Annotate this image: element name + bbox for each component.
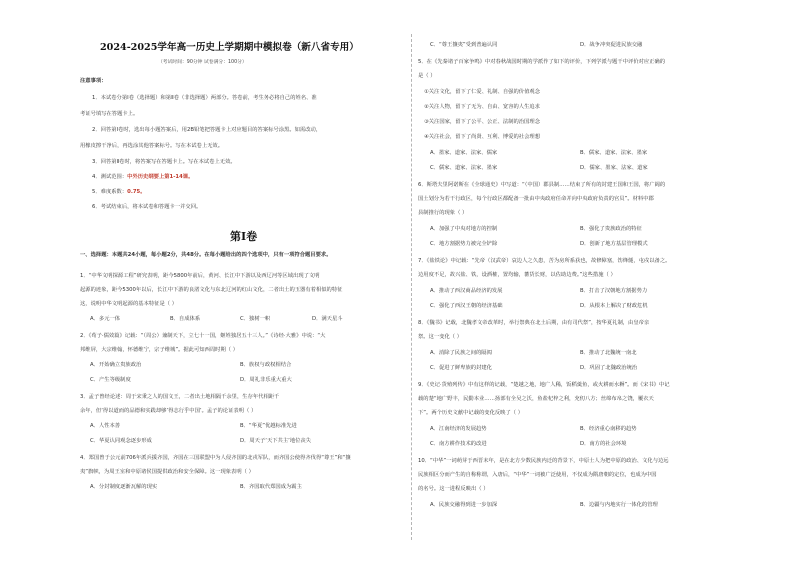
exam-subtitle: （考试时间：90分钟 试卷满分：100分）	[158, 60, 247, 65]
q8-option-c: C．促进了鲜卑族的封建化	[430, 365, 492, 371]
test-range: 中外历史纲要上第1-14课。	[127, 174, 194, 180]
q9-option-b: B．经济重心南移的趋势	[580, 426, 637, 432]
q8-option-b: B．推动了北魏统一南北	[580, 350, 637, 356]
q3-line1: 3．孟子曾经论述：周于宋秉之人的国文王，二者出土地相隔千余里，生存年代相距千	[80, 394, 280, 400]
section-intro: 一、选择题：本题共24小题，每小题2分，共48分。在每小题给出的四个选项中，只有一项符合题目要求。	[80, 252, 332, 258]
q8-line2: 祭。这一变化（ ）	[418, 334, 463, 340]
q10-line2: 民族相区分而产生的自称称谓，入唐后，“中华”一词被广泛使用，不仅成为隋唐朝的定位，也成为中国	[418, 472, 657, 478]
note-5	[92, 189, 146, 195]
q4-option-a: A．分封制度逐渐瓦解的现实	[90, 484, 158, 490]
q8-option-a: A．消除了民族之间的隔阂	[430, 350, 492, 356]
q3-option-b: B．“华夏”优越标准先进	[240, 423, 297, 429]
difficulty-value: 0.75。	[127, 189, 146, 195]
q4-line1: 4．郑国曾于公元前706年派兵援齐国，齐国在三国联盟中为人侵齐国的北戎军队，而齐国公使得齐伐得“尊王”和“攘	[80, 455, 351, 461]
note-1-cont: 考证号填写在答题卡上。	[80, 111, 139, 117]
q1-line3: 这，说明中华文明起源的基本特征是（ ）	[80, 301, 178, 307]
q6-line3: 县制推行的现象（ ）	[418, 210, 468, 216]
q9-option-c: C．南方耕作技术的改进	[430, 441, 487, 447]
note-2: 2．回答第Ⅰ卷时，选出每小题答案后，用2B铅笔把答题卡上对应题目的答案标号涂黑。如需改动，	[92, 127, 322, 133]
section-title: 第Ⅰ卷	[230, 230, 258, 243]
q6-line2: 国土划分为若干行政区，每个行政区都配备一批由中央政府任命并向中央政府负责的官员”。材料中郡	[418, 196, 654, 202]
q1-option-d: D．满天星斗	[312, 316, 343, 322]
q10-line1: 10．“中华”一词萌芽于西晋末年，是在北方少数民族内迁的背景下，中原士人为把中原的政治、文化与边远	[418, 458, 669, 464]
q5-item-4: ④关注社会，留下了尚贤、互利、博爱的社会理想	[424, 134, 540, 140]
q10-line3: 的名号。这一进程反映出（ ）	[418, 486, 489, 492]
q7-option-c: C．强化了西汉王朝的经济基础	[430, 303, 503, 309]
q2-option-d: D．周礼非乐重大重大	[240, 377, 292, 383]
q2-option-c: C．产生等级制度	[90, 377, 131, 383]
q5-option-a: A．墨家、道家、法家、儒家	[430, 150, 498, 156]
q6-option-d: D．创新了地方基层管理模式	[580, 241, 648, 247]
q9-option-d: D．南方的社会环境	[580, 441, 627, 447]
q4-option-b: B．齐国取代郑国成为霸主	[240, 484, 302, 490]
q8-line1: 8．《魏书》记载，北魏孝文帝改革时，举行祭典在北土后期，由有司代祭”，按华夏礼制，由皇帝亲	[418, 320, 650, 326]
page-title: 2024-2025学年高一历史上学期期中模拟卷（新八省专用）	[100, 42, 359, 53]
q3-option-d: D．周天子‘天下共主’地位丧失	[240, 438, 312, 444]
q4-option-d: D．战争冲突促进民族交融	[580, 42, 643, 48]
note-5-prefix: 5．难度系数：	[92, 189, 128, 195]
q6-option-c: C．地方割据势力被完全铲除	[430, 241, 498, 247]
notes-heading: 注意事项：	[80, 78, 107, 84]
q7-line1: 7．《盐铁论》中记载：“先帝（汉武帝）哀边人之久患，苦为房所系获也，故修障塞，饬烽燧，屯戍以备之。	[418, 258, 671, 264]
q1-line2: 起源的迹象，距今5300年以后，长江中下游的良渚文化与东北辽河的红山文化，二者出土的玉器有着相似的特征	[80, 287, 343, 293]
q1-option-b: B．自成体系	[170, 316, 201, 322]
q1-option-c: C．独树一帜	[240, 316, 271, 322]
q6-option-a: A．加强了中央对地方的控制	[430, 226, 498, 232]
note-4-prefix: 4．测试范围：	[92, 174, 128, 180]
q7-option-d: D．从根本上解决了财政危机	[580, 303, 648, 309]
q9-option-a: A．江南经济的发展趋势	[430, 426, 487, 432]
q7-option-a: A．推动了西汉商品经济的发展	[430, 288, 503, 294]
q1-option-a: A．多元一体	[90, 316, 121, 322]
q5-item-2: ②关注人物，留下了无为、自由、宽容的人生追求	[424, 104, 540, 110]
q5-item-1: ①关注文化，留下了仁爱、礼制、自强的价值观念	[424, 89, 540, 95]
column-divider	[411, 34, 412, 540]
q2-line2: 邦维屏，大宗维翰，怀德维宁，宗子维城”。据此可知西周时期（ ）	[80, 347, 239, 353]
q7-option-b: B．打击了汉朝地方割据势力	[580, 288, 648, 294]
q4-line2: 夷”旗帜，为周王室和中原诸侯国提供政治和安全保障。这一现象表明（ ）	[80, 469, 254, 475]
q3-option-a: A．人性本善	[90, 423, 121, 429]
q10-option-b: B．边疆与内地实行一体化的管理	[580, 502, 658, 508]
q6-line1: 6．斯塔夫里阿诺斯在《全球通史》中写道：“（中国）郡县制……结束了所有的封建王国和王国，将广阔的	[418, 182, 666, 188]
q6-option-b: B．强化了贵族政治的特征	[580, 226, 642, 232]
q5-line2: 是（ ）	[418, 73, 436, 79]
q7-line2: 边用度不足，故兴盐、铁，设酒榷，置均输，蕃货长财，以佐助边费。”这些措施（ ）	[418, 272, 616, 278]
note-3: 3．回答第Ⅱ卷时，将答案写在答题卡上。写在本试卷上无效。	[92, 159, 236, 165]
q10-option-a: A．民族交融得到进一步加深	[430, 502, 498, 508]
q3-line2: 余年，但‘得以道而的品德和实践却够’得志行乎中国’。孟子的论证表明（ ）	[80, 408, 257, 414]
q5-option-b: B．儒家、道家、法家、墨家	[580, 150, 648, 156]
q9-line1: 9．《史记·货殖列传》中有这样的记载，“楚越之地，地广人稀，饭稻羹鱼，或火耕而水耨”。而《宋书》中记	[418, 382, 670, 388]
note-2-cont: 用橡皮擦干净后，再选涂其他答案标号。写在本试卷上无效。	[80, 143, 224, 149]
q9-line3: 下”。两个历史文献中记载的变化反映了（ ）	[418, 410, 524, 416]
q5-option-c: C．儒家、道家、法家、墨家	[430, 165, 498, 171]
q4-option-c: C．“尊王攘夷”受到普遍认同	[430, 42, 498, 48]
q2-option-a: A．开始确立贵族政治	[90, 362, 142, 368]
q1-line1: 1．“中华文明探源工程”研究表明，距今5800年前后，黄河、长江中下游以及西辽河等区域出现了文明	[80, 273, 320, 279]
q5-item-3: ③关注国家，留下了公平、公正、法制的治国理念	[424, 119, 540, 125]
note-4	[92, 174, 193, 180]
q8-option-d: D．巩固了北魏政治统治	[580, 365, 638, 371]
q2-option-b: B．族权与政权相结合	[240, 362, 292, 368]
q3-option-c: C．华夏认同观念逐步形成	[90, 438, 152, 444]
q9-line2: 载的楚“地广野丰，民勤本业……扬部有全吴之沃，鱼盐杞梓之利，充仞八方；丝绵布帛之饶，覆衣天	[418, 396, 654, 402]
q5-option-d: D．儒家、墨家、法家、道家	[580, 165, 648, 171]
note-1: 1．本试卷分第Ⅰ卷（选择题）和第Ⅱ卷（非选择题）两部分。答卷前，考生务必将自己的姓名、准	[92, 95, 317, 101]
q5-line1: 5．在《先秦诸子百家争鸣》中对春秋战国时期的学派作了如下的评价，下列学派与题干中评价对应正确的	[418, 59, 666, 65]
q2-line1: 2．《荀子·儒效篇》记载：“（周公）兼制天下，立七十一国，姬姓独居五十三人。”《诗经·大雅》中说：“大	[80, 333, 326, 339]
note-6: 6．考试结束后，将本试卷和答题卡一并交回。	[92, 204, 202, 210]
